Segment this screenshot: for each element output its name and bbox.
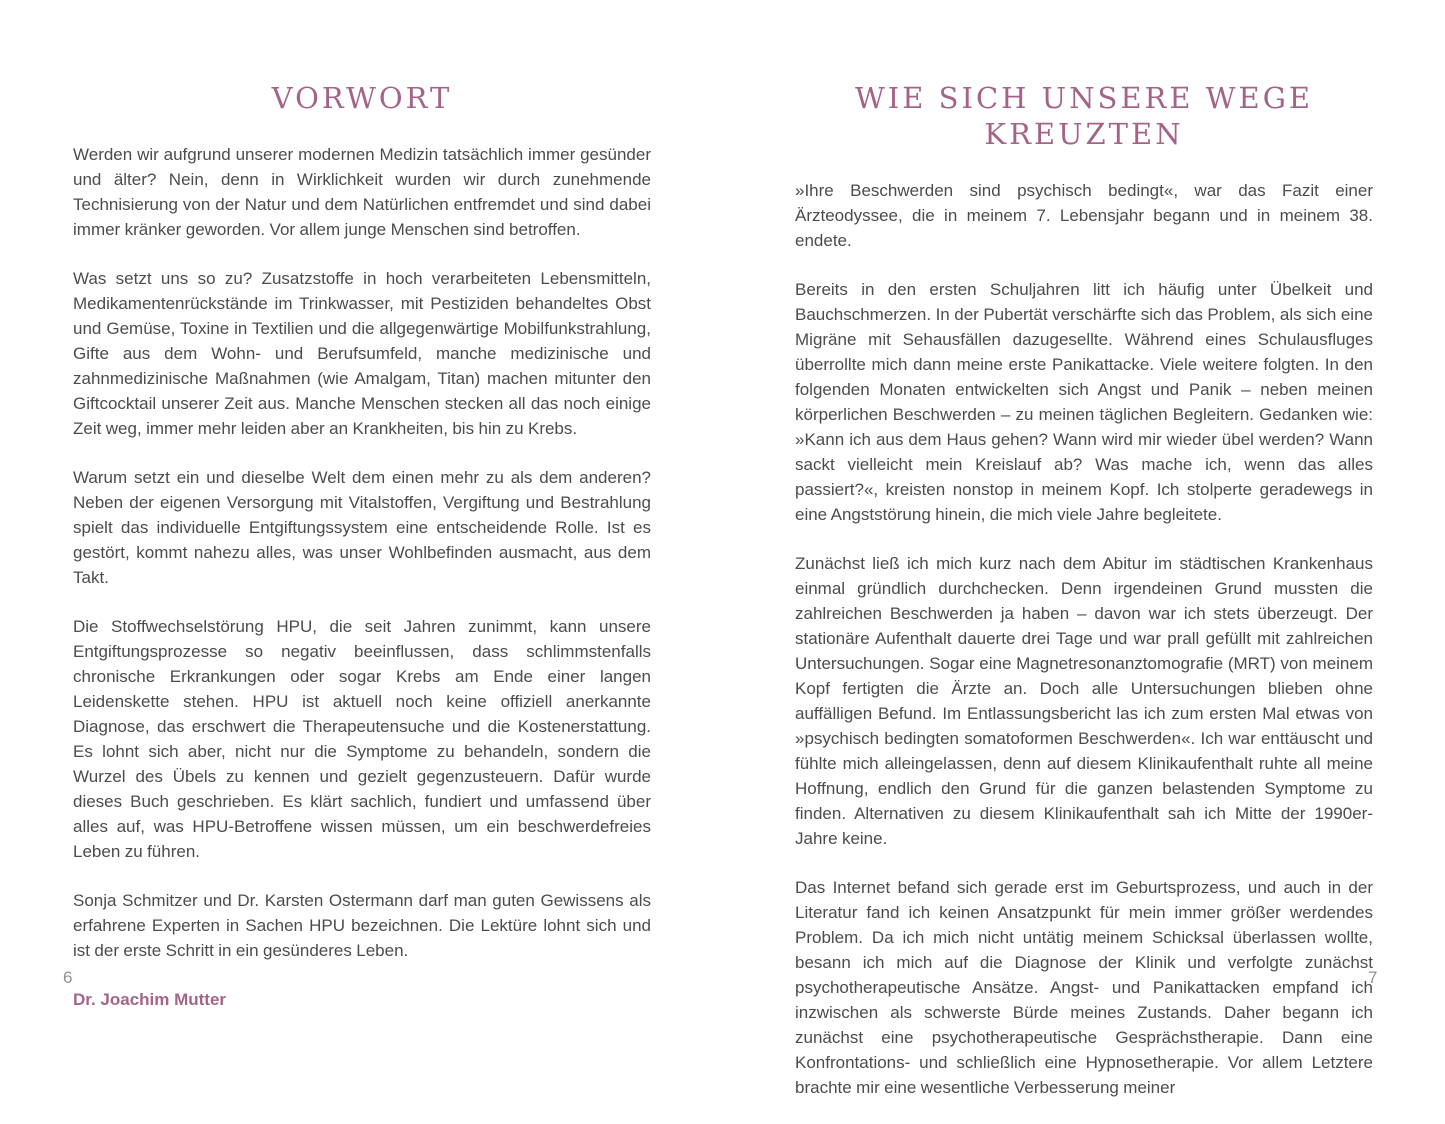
paragraph: Warum setzt ein und dieselbe Welt dem einen mehr zu als dem anderen? Neben der eigenen Versorgung mit Vitalstoffen, Vergiftung und Bestrahlung spielt das individuelle Entgiftungssystem eine entscheidende Rolle. Ist es gestört, kommt nahezu alles, was unser Wohlbefinden ausmacht, aus dem Takt. (73, 468, 651, 587)
paragraph: Sonja Schmitzer und Dr. Karsten Ostermann darf man guten Gewissens als erfahrene Experten in Sachen HPU bezeichnen. Die Lektüre lohnt sich und ist der erste Schritt in ein gesünderes Leben. (73, 891, 651, 960)
page-number-left: 6 (63, 968, 73, 987)
paragraph: Was setzt uns so zu? Zusatzstoffe in hoch verarbeiteten Lebensmitteln, Medikamentenrückstände im Trinkwasser, mit Pestiziden behandeltes Obst und Gemüse, Toxine in Textilien und die allgegenwärtige Mobilfunkstrahlung, Gifte aus dem Wohn- und Berufsumfeld, manche medizinische und zahnmedizinische Maßnahmen (wie Amalgam, Titan) machen mitunter den Giftcocktail unserer Zeit aus. Manche Menschen stecken all das noch einige Zeit weg, immer mehr leiden aber an Krankheiten, bis hin zu Krebs. (73, 269, 651, 438)
paragraph: Bereits in den ersten Schuljahren litt ich häufig unter Übelkeit und Bauchschmerzen. In der Pubertät verschärfte sich das Problem, als sich eine Migräne mit Sehausfällen dazugesellte. Während eines Schulausfluges überrollte mich dann meine erste Panikattacke. Viele weitere folgten. In den folgenden Monaten entwickelten sich Angst und Panik – neben meinen körperlichen Beschwerden – zu meinen täglichen Begleitern. Gedanken wie: »Kann ich aus dem Haus gehen? Wann wird mir wieder übel werden? Wann sackt vielleicht mein Kreislauf ab? Was mache ich, wenn das alles passiert?«, kreisten nonstop in meinem Kopf. Ich stolperte geradewegs in eine Angststörung hinein, die mich viele Jahre begleitete. (795, 280, 1373, 524)
page-number-right: 7 (1368, 968, 1378, 987)
right-page-title: WIE SICH UNSERE WEGE KREUZTEN (854, 81, 1314, 151)
paragraph: Werden wir aufgrund unserer modernen Medizin tatsächlich immer gesünder und älter? Nein, denn in Wirklichkeit wurden wir durch zunehmende Technisierung von der Natur und dem Natürlichen entfremdet und sind dabei immer kränker geworden. Vor allem junge Menschen sind betroffen. (73, 145, 651, 239)
author-signature: Dr. Joachim Mutter (73, 990, 227, 1009)
paragraph: Zunächst ließ ich mich kurz nach dem Abitur im städtischen Krankenhaus einmal gründlich durchchecken. Denn irgendeinen Grund mussten die zahlreichen Beschwerden ja haben – davon war ich stets überzeugt. Der stationäre Aufenthalt dauerte drei Tage und war prall gefüllt mit zahlreichen Untersuchungen. Sogar eine Magnetresonanztomografie (MRT) von meinem Kopf fertigten die Ärzte an. Doch alle Untersuchungen blieben ohne auffälligen Befund. Im Entlassungsbericht las ich zum ersten Mal etwas von »psychisch bedingten somatoformen Beschwerden«. Ich war enttäuscht und fühlte mich alleingelassen, denn auf diesem Klinikaufenthalt ruhte all meine Hoffnung, endlich den Grund für die ganzen belastenden Symptome zu finden. Alternativen zu diesem Klinikaufenthalt sah ich Mitte der 1990er-Jahre keine. (795, 554, 1373, 848)
paragraph: »Ihre Beschwerden sind psychisch bedingt«, war das Fazit einer Ärzteodyssee, die in meinem 7. Lebensjahr begann und in meinem 38. endete. (795, 181, 1373, 250)
left-page (73, 80, 651, 1012)
right-page (795, 80, 1373, 1124)
paragraph: Die Stoffwechselstörung HPU, die seit Jahren zunimmt, kann unsere Entgiftungsprozesse so negativ beeinflussen, dass schlimmstenfalls chronische Erkrankungen oder sogar Krebs am Ende einer langen Leidenskette stehen. HPU ist aktuell noch keine offiziell anerkannte Diagnose, das erschwert die Therapeutensuche und die Kostenerstattung. Es lohnt sich aber, nicht nur die Symptome zu behandeln, sondern die Wurzel des Übels zu kennen und gezielt gegenzusteuern. Dafür wurde dieses Buch geschrieben. Es klärt sachlich, fundiert und umfassend über alles auf, was HPU-Betroffene wissen müssen, um ein beschwerdefreies Leben zu führen. (73, 617, 651, 861)
paragraph: Das Internet befand sich gerade erst im Geburtsprozess, und auch in der Literatur fand ich keinen Ansatzpunkt für mein immer größer werdendes Problem. Da ich mich nicht untätig meinem Schicksal überlassen wollte, besann ich mich auf die Diagnose der Klinik und verfolgte zunächst psychotherapeutische Ansätze. Angst- und Panikattacken empfand ich inzwischen als schwerste Bürde meines Zustands. Daher begann ich zunächst eine psychotherapeutische Gesprächstherapie. Dann eine Konfrontations- und schließlich eine Hypnosetherapie. Vor allem Letztere brachte mir eine wesentliche Verbesserung meiner (795, 878, 1373, 1097)
left-page-title: VORWORT (271, 81, 453, 115)
